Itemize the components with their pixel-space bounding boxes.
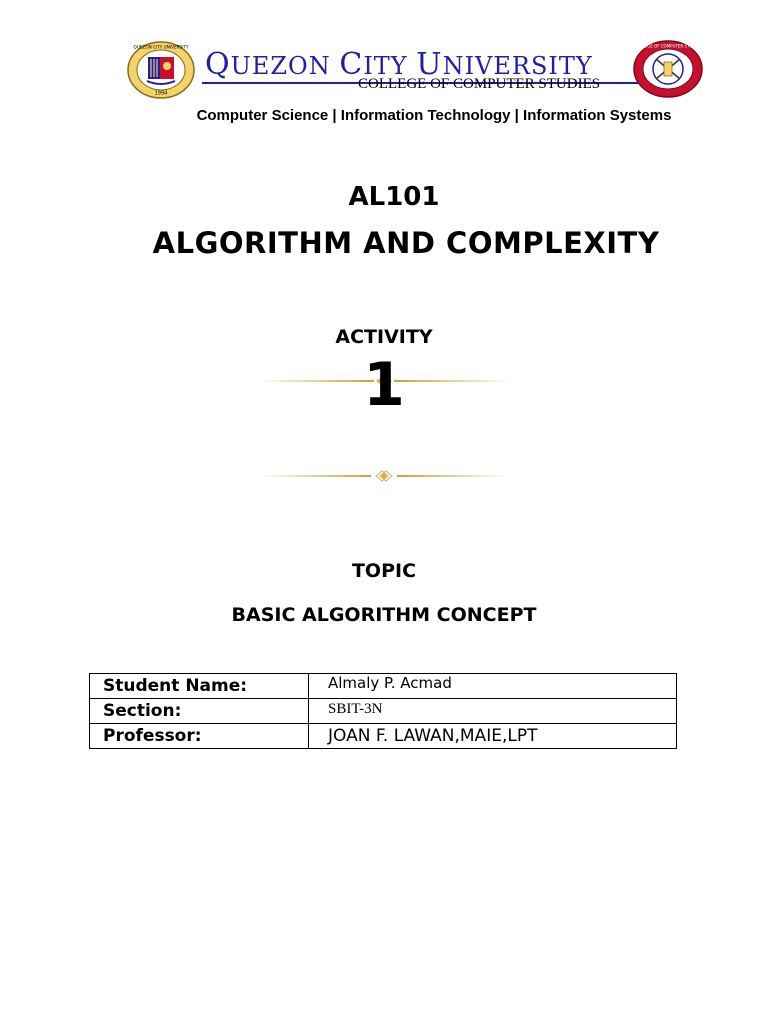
- activity-number: 1: [363, 350, 405, 420]
- table-row: [90, 674, 677, 699]
- professor-cell: [309, 724, 677, 749]
- section-value: SBIT-3N: [328, 701, 383, 717]
- university-name: QUEZON CITY UNIVERSITY: [205, 47, 593, 82]
- section-cell: [309, 699, 677, 724]
- ccs-seal-icon: [633, 40, 703, 98]
- table-row: [90, 724, 677, 749]
- svg-text:1994: 1994: [154, 90, 168, 97]
- topic-label: TOPIC: [351, 560, 417, 582]
- activity-label: ACTIVITY: [335, 326, 433, 348]
- student-name-label: Student Name:: [90, 674, 309, 699]
- course-title: ALGORITHM AND COMPLEXITY: [152, 226, 660, 260]
- svg-text:QUEZON CITY UNIVERSITY: QUEZON CITY UNIVERSITY: [133, 44, 189, 50]
- topic-value: BASIC ALGORITHM CONCEPT: [231, 604, 537, 626]
- student-name-cell: [309, 674, 677, 699]
- course-code: AL101: [348, 182, 440, 212]
- svg-text:COLLEGE OF COMPUTER STUDIES: COLLEGE OF COMPUTER STUDIES: [634, 43, 702, 49]
- professor-label: Professor:: [90, 724, 309, 749]
- programs-line: Computer Science | Information Technology | Information Systems: [196, 107, 672, 124]
- student-info-table: [89, 673, 677, 749]
- gold-divider-icon: [258, 467, 510, 485]
- section-label: Section:: [90, 699, 309, 724]
- professor-value: JOAN F. LAWAN,MAIE,LPT: [328, 726, 538, 746]
- table-row: [90, 699, 677, 724]
- student-name-value: Almaly P. Acmad: [328, 673, 452, 692]
- qcu-seal-icon: [127, 41, 195, 99]
- college-name: COLLEGE OF COMPUTER STUDIES: [358, 76, 601, 92]
